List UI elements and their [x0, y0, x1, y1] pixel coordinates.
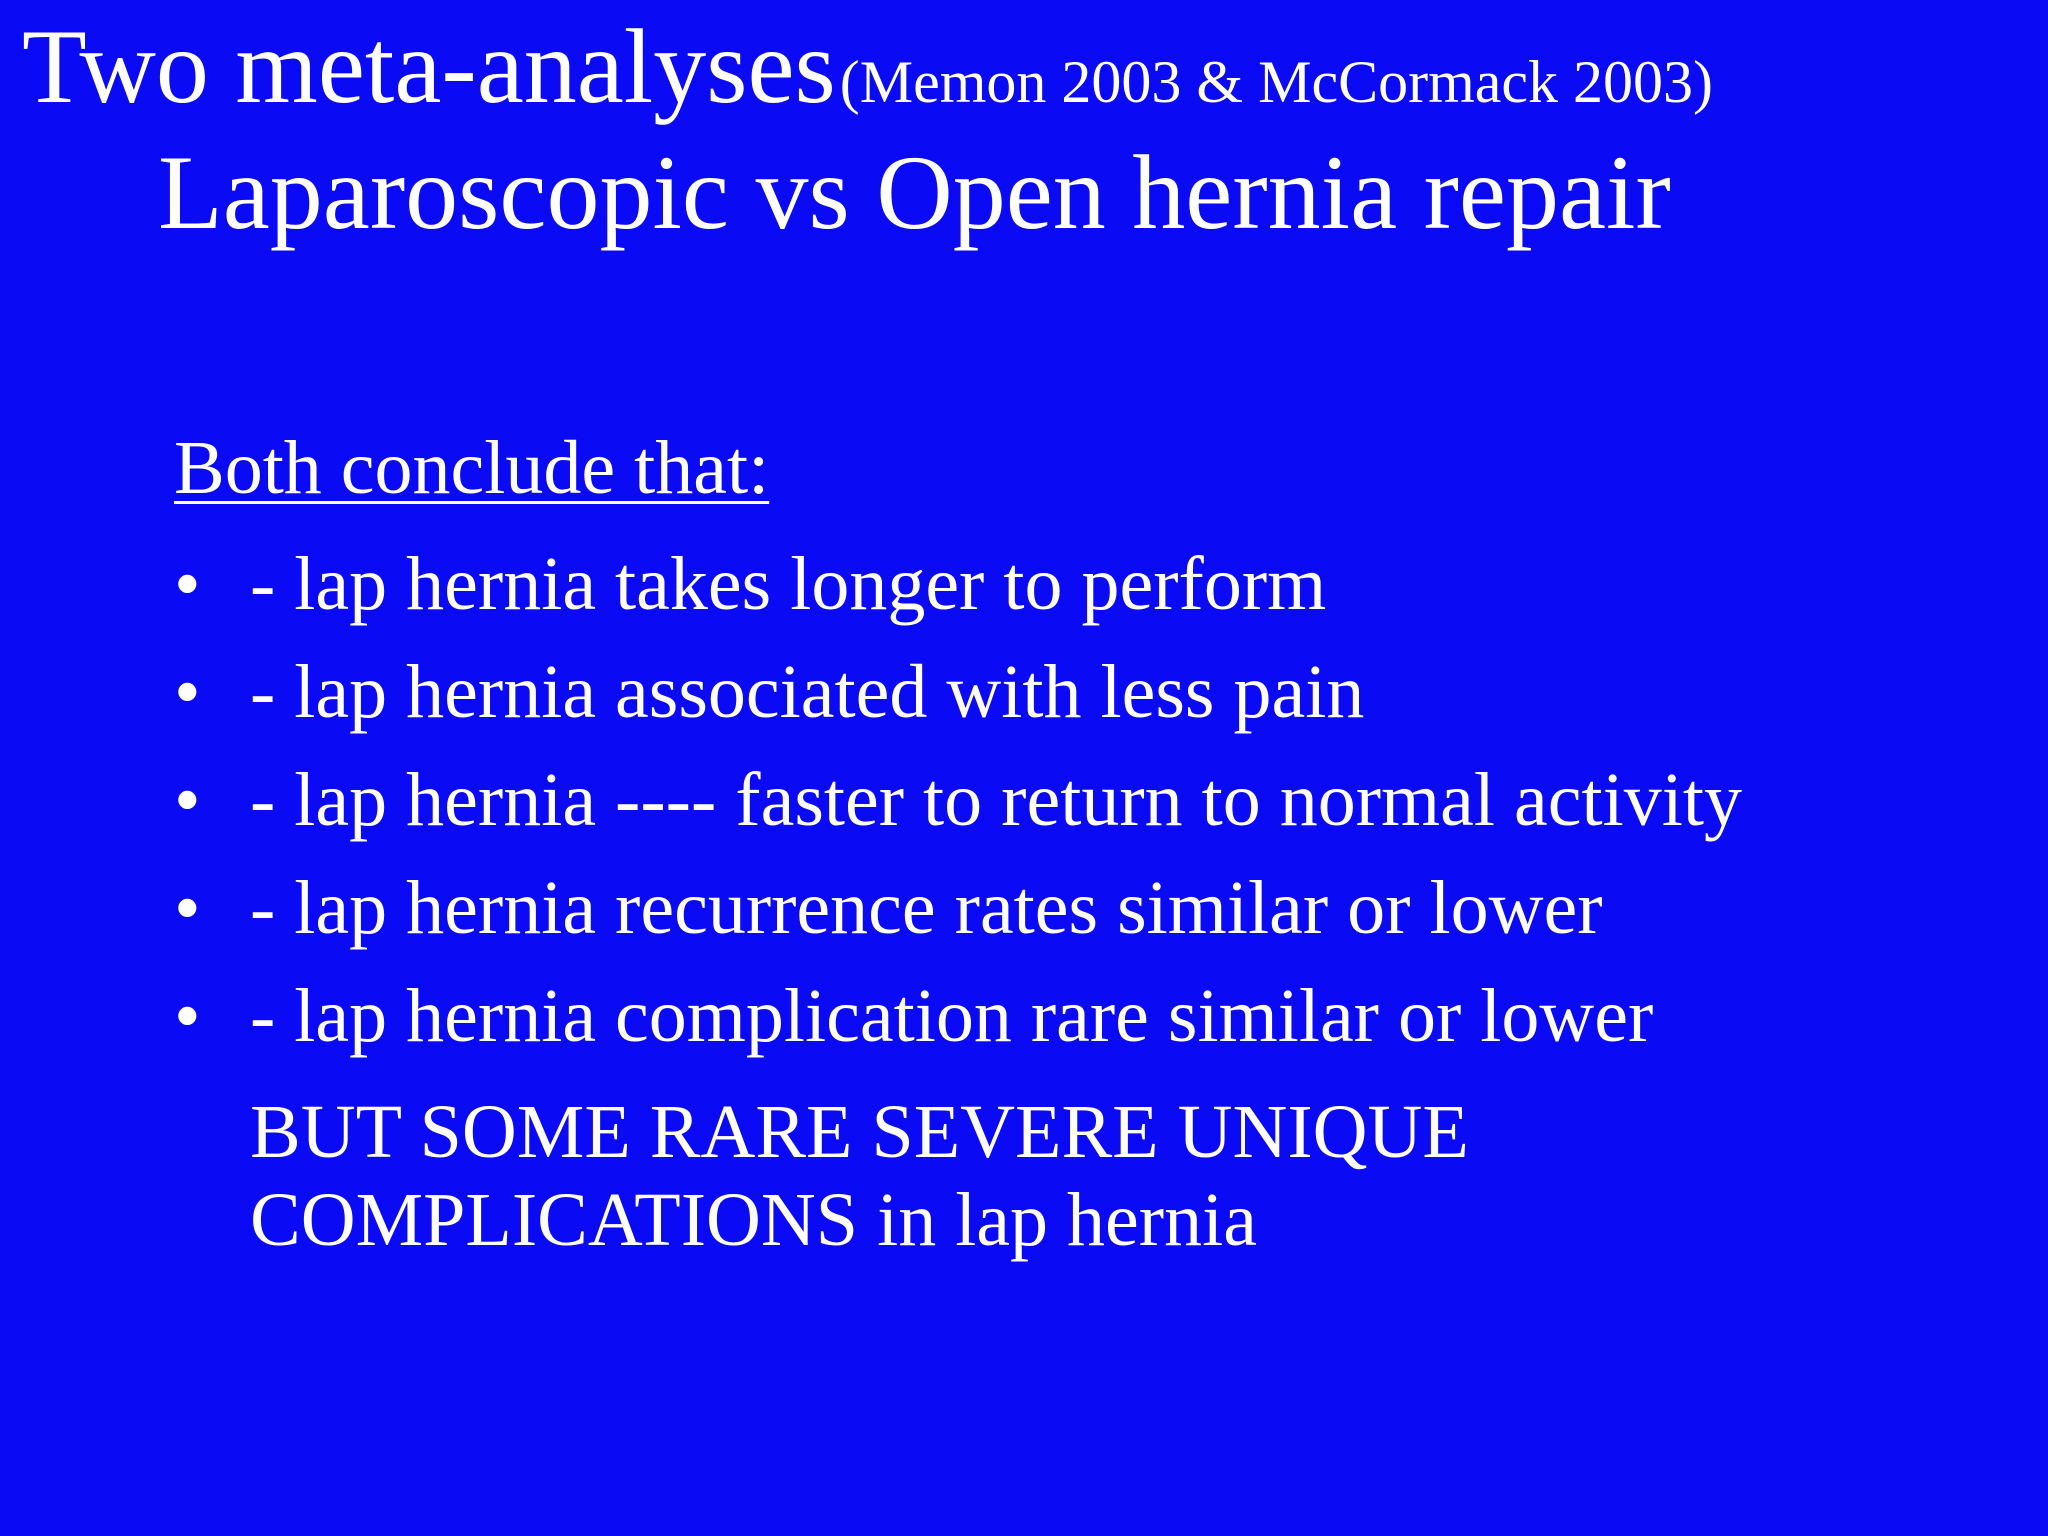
- bullet-text: - lap hernia associated with less pain: [250, 650, 1365, 734]
- lead-text: Both conclude that:: [174, 426, 770, 510]
- title-main: Two meta-analyses: [22, 8, 836, 125]
- slide-title: [22, 8, 1713, 125]
- bullet-icon: •: [174, 542, 201, 626]
- bullet-text: - lap hernia complication rare similar or lower: [250, 974, 1654, 1058]
- bullet-item: [174, 866, 1994, 978]
- bullet-item: [174, 650, 1994, 762]
- bullet-icon: •: [174, 650, 201, 734]
- bullet-list: [174, 542, 1994, 1086]
- slide-subtitle: Laparoscopic vs Open hernia repair: [158, 134, 1671, 251]
- bullet-item: [174, 758, 1994, 870]
- bullet-icon: •: [174, 758, 201, 842]
- bullet-text: - lap hernia ---- faster to return to normal activity: [250, 758, 1742, 842]
- bullet-item: [174, 542, 1994, 654]
- warning-note-line: COMPLICATIONS in lap hernia: [250, 1178, 1257, 1262]
- slide-body: [174, 426, 1994, 1264]
- bullet-icon: •: [174, 866, 201, 950]
- bullet-icon: •: [174, 974, 201, 1058]
- bullet-item: [174, 974, 1994, 1086]
- bullet-text: - lap hernia takes longer to perform: [250, 542, 1327, 626]
- title-citation: (Memon 2003 & McCormack 2003): [839, 49, 1713, 115]
- warning-note-line: BUT SOME RARE SEVERE UNIQUE: [250, 1090, 1469, 1174]
- warning-note: [250, 1088, 1994, 1264]
- bullet-text: - lap hernia recurrence rates similar or lower: [250, 866, 1603, 950]
